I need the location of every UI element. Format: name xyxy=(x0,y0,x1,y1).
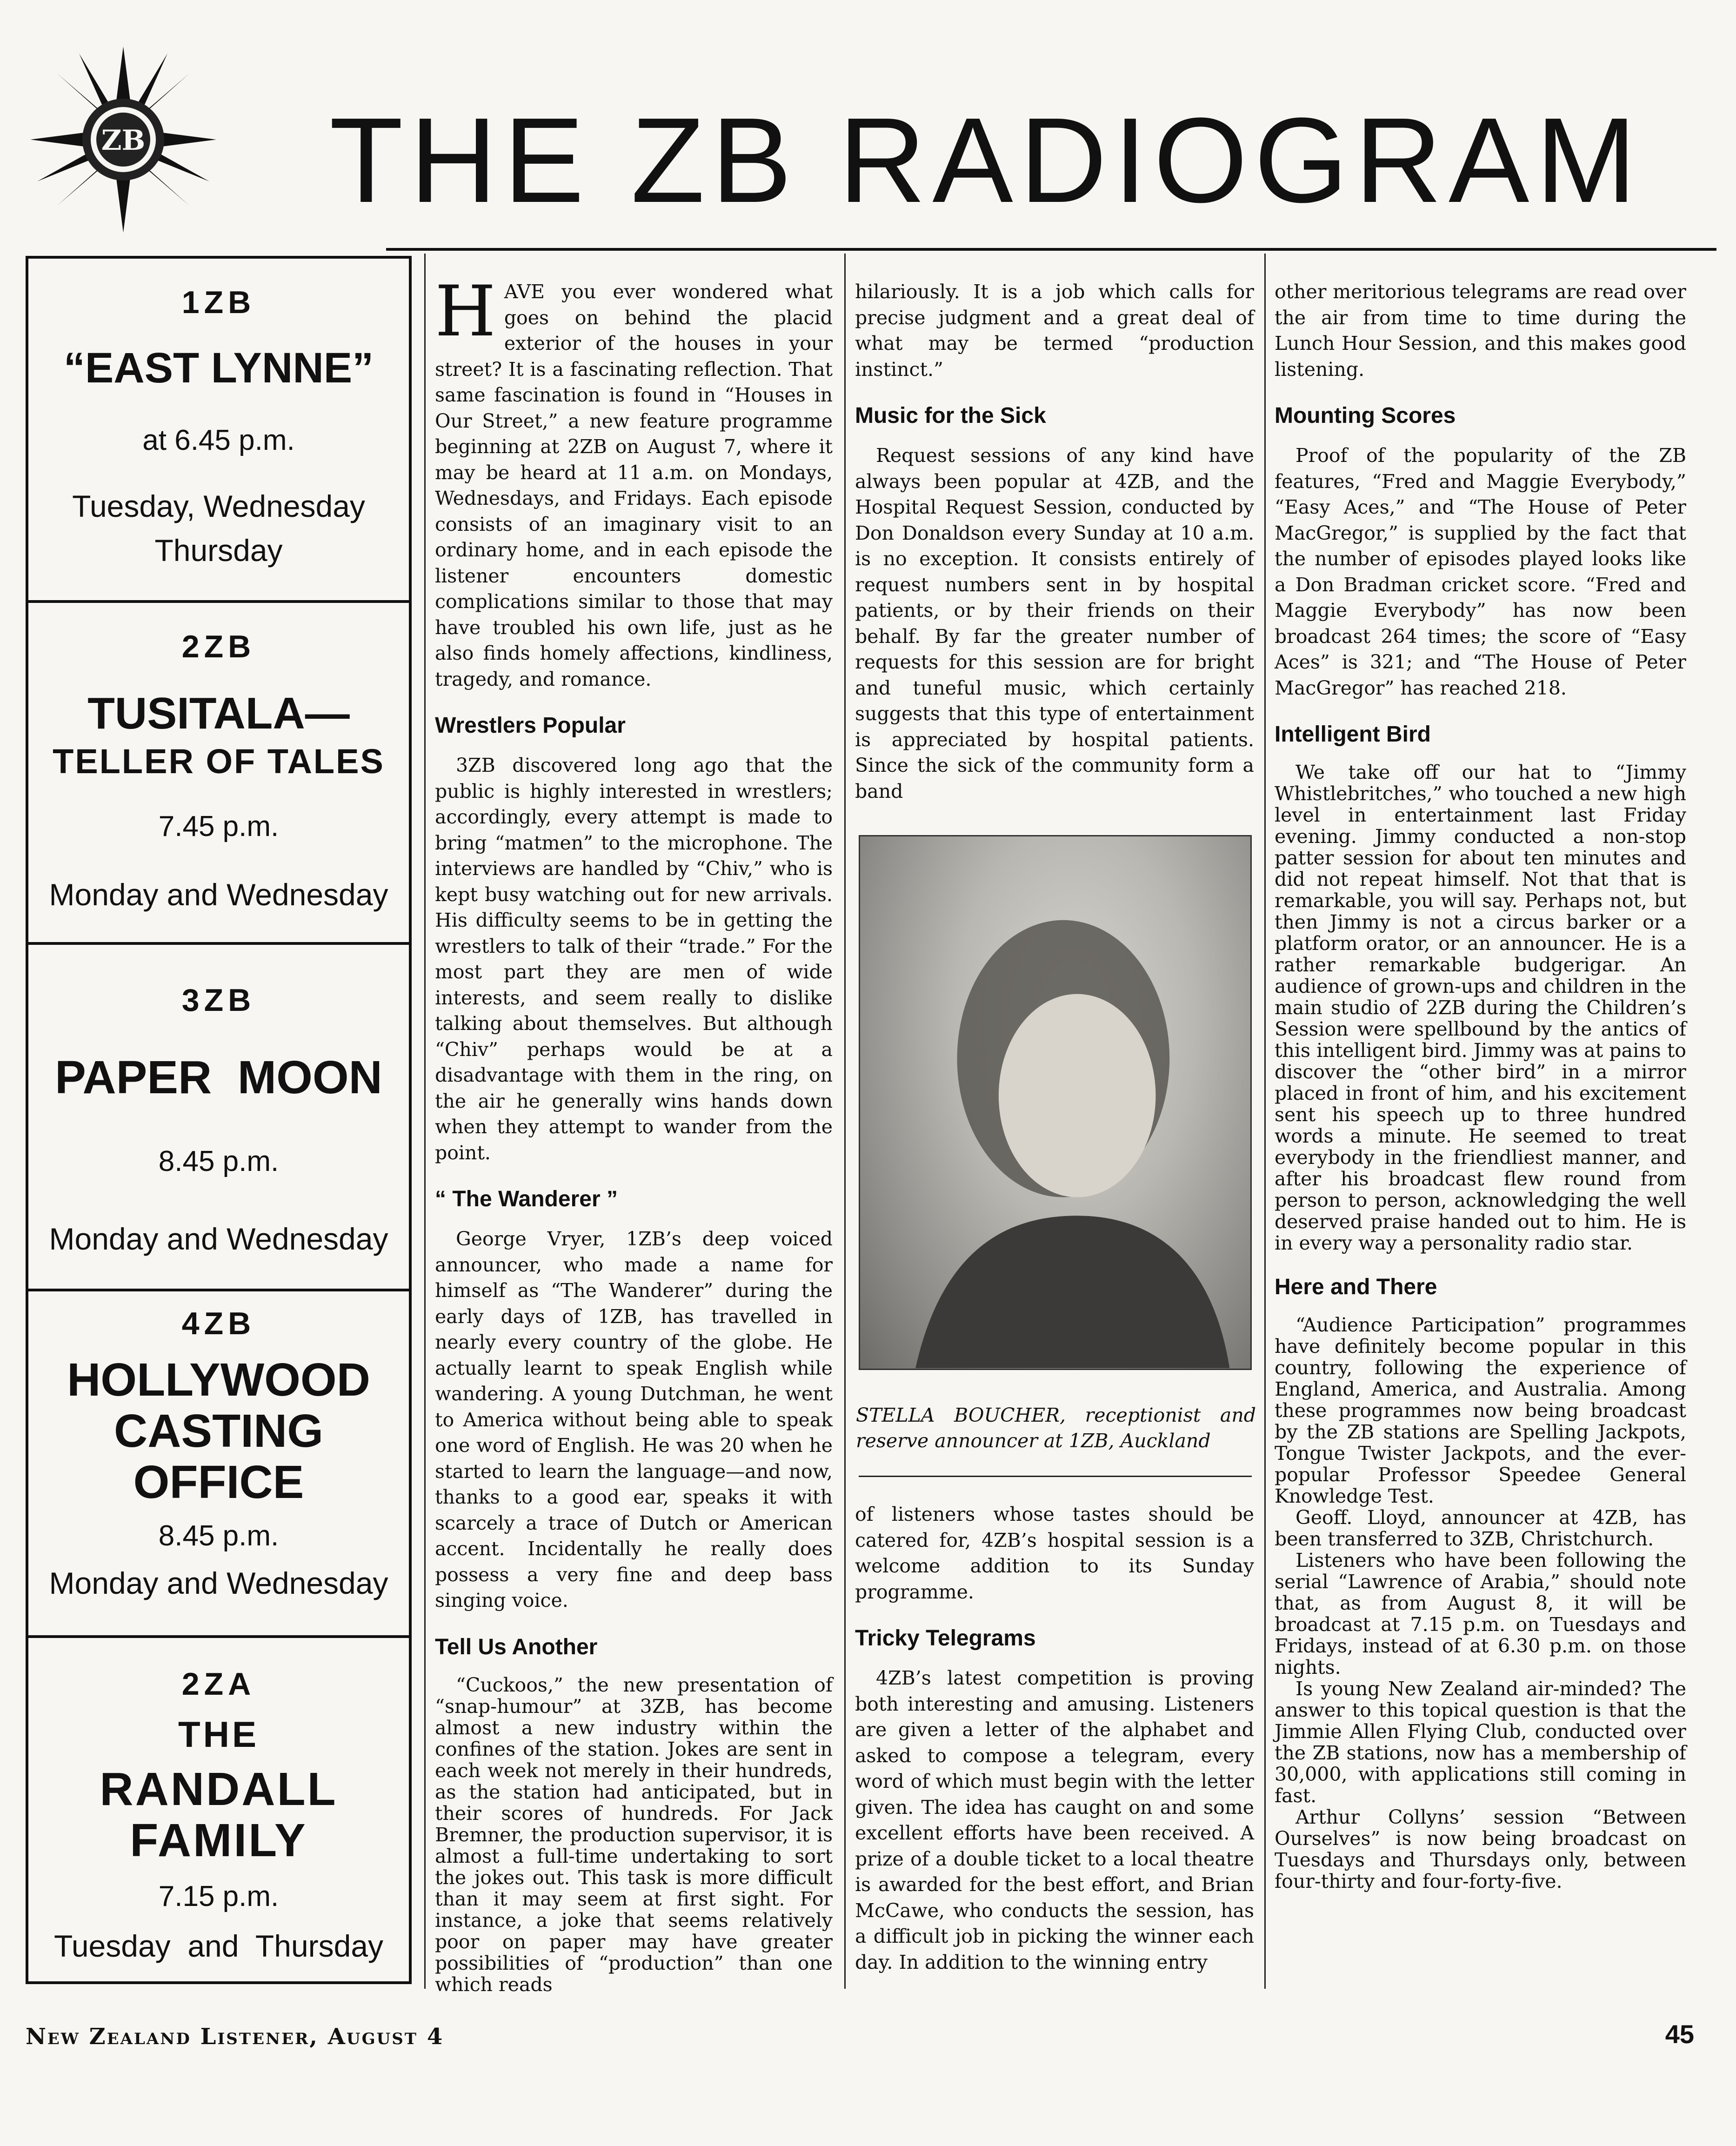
footer-page-number: 45 xyxy=(1665,2019,1694,2049)
portrait-silhouette-icon xyxy=(860,836,1250,1369)
heading-music-for-sick: Music for the Sick xyxy=(855,403,1046,428)
paragraph-tricky-telegrams: 4ZB’s latest competition is proving both interesting and amusing. Listeners are given a letter of the alphabet and asked to compose a telegram, every word of which must begin with the letter given. The idea has caught on and some excellent efforts have been received. A prize of a double ticket to a local theatre is awarded for the best effort, and Brian McCawe, who conducts the session, has a difficult job in picking the winner each day. In addition to the winning entry xyxy=(855,1667,1254,1973)
paragraph-wanderer: George Vryer, 1ZB’s deep voiced announcer, who made a name for himself as “The Wanderer” during the early days of 1ZB, has travelled in nearly every country of the globe. He actually learnt to speak English while wandering. A young Dutchman, he went to America without being able to speak one word of English. He was 20 when he started to learn the language—and now, thanks to a good ear, speaks it with scarcely a trace of Dutch or American accent. Incidentally he really does possess a very fine and deep bass singing voice. xyxy=(435,1228,833,1611)
column-rule xyxy=(424,254,426,1989)
promo-title-2: TELLER OF TALES xyxy=(53,742,385,781)
promo-2za xyxy=(28,1638,409,1981)
heading-wrestlers: Wrestlers Popular xyxy=(435,713,626,738)
footer-publication: New Zealand Listener, August 4 xyxy=(26,2024,444,2050)
promo-4zb xyxy=(28,1291,409,1638)
column-rule xyxy=(1264,254,1266,1989)
promo-time: at 6.45 p.m. xyxy=(142,424,295,456)
paragraph-intelligent-bird: We take off our hat to “Jimmy Whistlebritches,” who touched a new high level in entertainment last Friday evening. Jimmy conducted a non-stop patter session for about ten minutes and did not repeat himself. Not that that is remarkable, you will say. Perhaps not, but then Jimmy is not a circus barker or a platform orator, or an announcer. He is a rather remarkable budgerigar. An audience of grown-ups and children in the main studio of 2ZB during the Children’s Session were spellbound by the antics of this intelligent bird. Jimmy was at pains to discover the “other bird” in a mirror placed in front of him, and his excitement sent his speech up to three hundred words a minute. He seemed to treat everybody in the friendliest manner, and after his broadcast flew round from person to person, acknowledging the well deserved praise handed out to him. He is in every way a personality radio star. xyxy=(1275,761,1686,1254)
photo-caption: STELLA BOUCHER, receptionist and reserve announcer at 1ZB, Auckland xyxy=(856,1404,1256,1452)
heading-intelligent-bird: Intelligent Bird xyxy=(1275,722,1431,747)
promo-1zb xyxy=(28,259,409,603)
paragraph-mounting-scores: Proof of the popularity of the ZB features, “Fred and Maggie Everybody,” “Easy Aces,” and “The House of Peter MacGregor,” is supplied by the fact that the number of episodes played looks like a Don Bradman cricket score. “Fred and Maggie Everybody” has now been broadcast 264 times; the score of “Easy Aces” is 321; and “The House of Peter MacGregor” has reached 218. xyxy=(1275,444,1686,699)
zb-compass-logo xyxy=(26,42,221,237)
paragraph-here-1: “Audience Participation” programmes have definitely become popular in this country, following the experience of England, America, and Australia. Among these programmes now being broadcast by the ZB stations are Spelling Jackpots, Tongue Twister Jackpots, and the ever-popular Professor Speedee General Knowledge Test. xyxy=(1275,1314,1686,1507)
promo-station: 4ZB xyxy=(181,1306,256,1341)
promo-title-2: CASTING xyxy=(114,1405,323,1457)
heading-wanderer: “ The Wanderer ” xyxy=(435,1187,618,1211)
promo-title: TUSITALA— xyxy=(87,689,350,738)
promo-2zb xyxy=(28,603,409,945)
promo-days: Monday and Wednesday xyxy=(49,1222,388,1256)
schedule-box xyxy=(26,256,412,1984)
paragraph-here-5: Arthur Collyns’ session “Between Ourselves” is now being broadcast on Tuesdays and Thursdays only, between four-thirty and four-forty-five. xyxy=(1275,1806,1686,1892)
promo-station: 3ZB xyxy=(181,983,256,1018)
paragraph-here-2: Geoff. Lloyd, announcer at 4ZB, has been transferred to 3ZB, Christchurch. xyxy=(1275,1506,1686,1550)
paragraph-tell-us-another: “Cuckoos,” the new presentation of “snap-humour” at 3ZB, has become almost a new industry within the confines of the station. Jokes are sent in each week not merely in their hundreds, as the station had anticipated, but in their scores of hundreds. For Jack Bremner, the production supervisor, it is almost a full-time undertaking to sort the jokes out. This task is more difficult than it may seem at first sight. For instance, a joke that seems relatively poor on paper may have greater possibilities of “production” than one which reads xyxy=(435,1673,833,1996)
promo-days: Monday and Wednesday xyxy=(49,1566,388,1600)
promo-title: “EAST LYNNE” xyxy=(63,344,374,392)
heading-tell-us-another: Tell Us Another xyxy=(435,1634,598,1659)
paragraph-music-for-sick: Request sessions of any kind have always been popular at 4ZB, and the Hospital Request Session, conducted by Don Donaldson every Sunday at 10 a.m. is no exception. It consists entirely of request numbers sent in by hospital patients, or by their friends on their behalf. By far the greater number of requests for this session are for bright and tuneful music, which certainly suggests that this type of entertainment is appreciated by hospital patients. Since the sick of the community form a band xyxy=(855,444,1254,802)
promo-station: 1ZB xyxy=(181,285,256,320)
paragraph-here-3: Listeners who have been following the serial “Lawrence of Arabia,” should note that, as from August 8, it will be broadcast at 7.15 p.m. on Tuesdays and Fridays, instead of at 6.30 p.m. on those nights. xyxy=(1275,1549,1686,1678)
article-column-3 xyxy=(1275,279,1686,1892)
paragraph-here-4: Is young New Zealand air-minded? The answer to this topical question is that the Jimmie Allen Flying Club, conducted over the ZB stations, now has a membership of 30,000, with applications still coming in fast. xyxy=(1275,1678,1686,1807)
promo-time: 8.45 p.m. xyxy=(158,1145,279,1177)
promo-station: 2ZB xyxy=(181,629,256,664)
promo-days: Tuesday, Wednesday xyxy=(72,489,365,523)
paragraph-continued: hilariously. It is a job which calls for precise judgment and a great deal of what may be termed “production instinct.” xyxy=(855,281,1254,381)
promo-days: Tuesday and Thursday xyxy=(53,1929,384,1963)
paragraph-after-photo: of listeners whose tastes should be catered for, 4ZB’s hospital session is a welcome addition to its Sunday programme. xyxy=(855,1503,1254,1603)
top-rule xyxy=(386,248,1716,251)
paragraph-continued: other meritorious telegrams are read over the air from time to time during the Lunch Hour Session, and this makes good listening. xyxy=(1275,281,1686,381)
portrait-photo xyxy=(859,835,1252,1370)
promo-time: 8.45 p.m. xyxy=(158,1520,279,1552)
promo-title-3: FAMILY xyxy=(130,1814,307,1866)
promo-title-3: OFFICE xyxy=(133,1456,304,1508)
article-column-2-top xyxy=(855,279,1254,804)
paragraph-wrestlers: 3ZB discovered long ago that the public is highly interested in wrestlers; accordingly, every attempt is made to bring “matmen” to the microphone. The interviews are handled by “Chiv,” who is kept busy watching out for new arrivals. His difficulty seems to be in getting the wrestlers to talk of their “trade.” For the most part they are men of wide interests, and seem really to dislike talking about themselves. But although “Chiv” perhaps would be at a disadvantage with them in the ring, on the air he generally wins hands down when they attempt to wander from the point. xyxy=(435,754,833,1164)
promo-3zb xyxy=(28,945,409,1291)
caption-rule xyxy=(859,1476,1252,1477)
drop-cap: H xyxy=(435,271,496,352)
logo-letters: ZB xyxy=(101,124,146,157)
masthead-title: THE ZB RADIOGRAM xyxy=(329,93,1643,228)
promo-station: 2ZA xyxy=(181,1666,256,1702)
promo-days-2: Thursday xyxy=(154,533,283,568)
heading-tricky-telegrams: Tricky Telegrams xyxy=(855,1626,1036,1651)
promo-days: Monday and Wednesday xyxy=(49,877,388,912)
heading-here-and-there: Here and There xyxy=(1275,1275,1437,1299)
promo-time: 7.45 p.m. xyxy=(158,810,279,842)
intro-paragraph: HAVE you ever wondered what goes on behind the placid exterior of the houses in your street? It is a fascinating reflection. That same fascination is found in “Houses in Our Street,” a new feature programme beginning at 2ZB on August 7, where it may be heard at 11 a.m. on Mondays, Wednesdays, and Fridays. Each episode consists of an imaginary visit to an ordinary home, and in each episode the listener encounters domestic complications similar to those that may have troubled his own life, just as he also finds homely affections, kindliness, tragedy, and romance. xyxy=(435,271,833,690)
heading-mounting-scores: Mounting Scores xyxy=(1275,403,1456,428)
promo-title: HOLLYWOOD xyxy=(67,1354,370,1406)
promo-title: THE xyxy=(178,1714,259,1755)
column-rule xyxy=(844,254,846,1989)
promo-title-2: RANDALL xyxy=(100,1763,338,1815)
article-column-1 xyxy=(435,271,833,1996)
article-column-2-bottom xyxy=(855,1502,1254,1975)
promo-time: 7.15 p.m. xyxy=(158,1880,279,1912)
promo-title: PAPER MOON xyxy=(55,1051,382,1103)
